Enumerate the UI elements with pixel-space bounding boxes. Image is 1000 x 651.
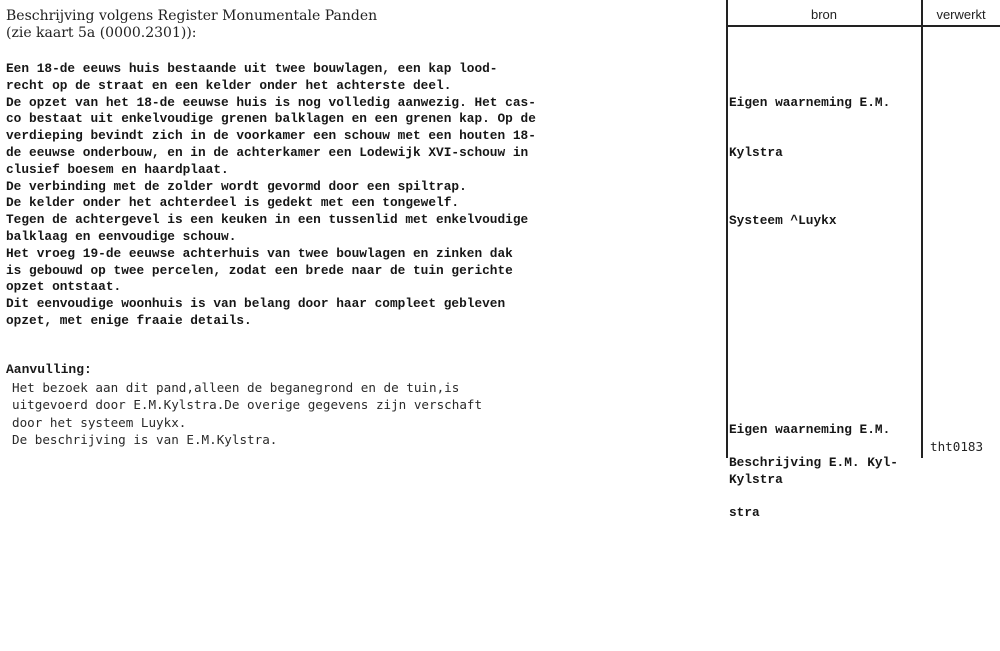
description-line: co bestaat uit enkelvoudige grenen balklagen en een grenen kap. Op de	[6, 111, 536, 127]
aanvulling-line: door het systeem Luykx.	[12, 414, 187, 430]
bron-entry-line: Kylstra	[729, 144, 783, 160]
description-line: Een 18-de eeuws huis bestaande uit twee bouwlagen, een kap lood-	[6, 61, 498, 76]
aanvulling-heading: Aanvulling:	[6, 361, 92, 377]
aanvulling-line: Het bezoek aan dit pand,alleen de beganegrond en de tuin,is	[12, 379, 460, 395]
bron-entry-line: stra	[729, 504, 760, 520]
bron-column-rule	[726, 0, 728, 458]
description-line: De opzet van het 18-de eeuwse huis is nog volledig aanwezig. Het cas-	[6, 94, 536, 110]
description-line: Het vroeg 19-de eeuwse achterhuis van twee bouwlagen en zinken dak	[6, 245, 513, 261]
bron-entry	[729, 421, 919, 539]
description-line: opzet, met enige fraaie details.	[6, 312, 252, 328]
description-line: De verbinding met de zolder wordt gevormd door een spiltrap.	[6, 178, 467, 194]
bron-entry-line: Beschrijving E.M. Kyl-	[729, 454, 898, 470]
description-line: de eeuwse onderbouw, en in de achterkamer een Lodewijk XVI-schouw in	[6, 144, 529, 160]
aanvulling-text	[6, 379, 718, 449]
description-line: balklaag en eenvoudige schouw.	[6, 228, 237, 244]
title-line-1: Beschrijving volgens Register Monumentale Panden	[6, 8, 378, 24]
description-line: opzet ontstaat.	[6, 279, 122, 295]
description-block	[6, 8, 718, 449]
description-line: clusief boesem en haardplaat.	[6, 161, 229, 177]
description-line: is gebouwd op twee percelen, zodat een brede naar de tuin gerichte	[6, 262, 513, 278]
description-line: Tegen de achtergevel is een keuken in een tussenlid met enkelvoudige	[6, 212, 529, 228]
description-line: verdieping bevindt zich in de voorkamer een schouw met een houten 18-	[6, 128, 536, 144]
description-line: recht op de straat en een kelder onder het achterste deel.	[6, 77, 452, 93]
description-line: De kelder onder het achterdeel is gedekt met een tongewelf.	[6, 195, 460, 211]
bron-entry-line: Eigen waarneming E.M.	[729, 94, 891, 110]
verwerkt-entry: tht0183	[930, 439, 984, 454]
bron-column-heading: bron	[810, 7, 838, 22]
header-rule	[726, 25, 1000, 27]
aanvulling-line: De beschrijving is van E.M.Kylstra.	[12, 432, 278, 448]
aanvulling-line: uitgevoerd door E.M.Kylstra.De overige gegevens zijn verschaft	[12, 397, 483, 413]
title-line-2: (zie kaart 5a (0000.2301)):	[6, 25, 197, 41]
bron-entry	[729, 179, 919, 246]
verwerkt-column-heading: verwerkt	[936, 7, 986, 22]
description-text	[6, 61, 718, 330]
bron-entry	[729, 61, 919, 179]
verwerkt-column-rule	[921, 0, 923, 458]
bron-entry-line: Systeem ^Luykx	[729, 212, 837, 228]
description-line: Dit eenvoudige woonhuis is van belang door haar compleet gebleven	[6, 296, 506, 312]
bron-entry-line: Eigen waarneming E.M.	[729, 421, 891, 437]
bron-entry-line: Kylstra	[729, 471, 783, 487]
